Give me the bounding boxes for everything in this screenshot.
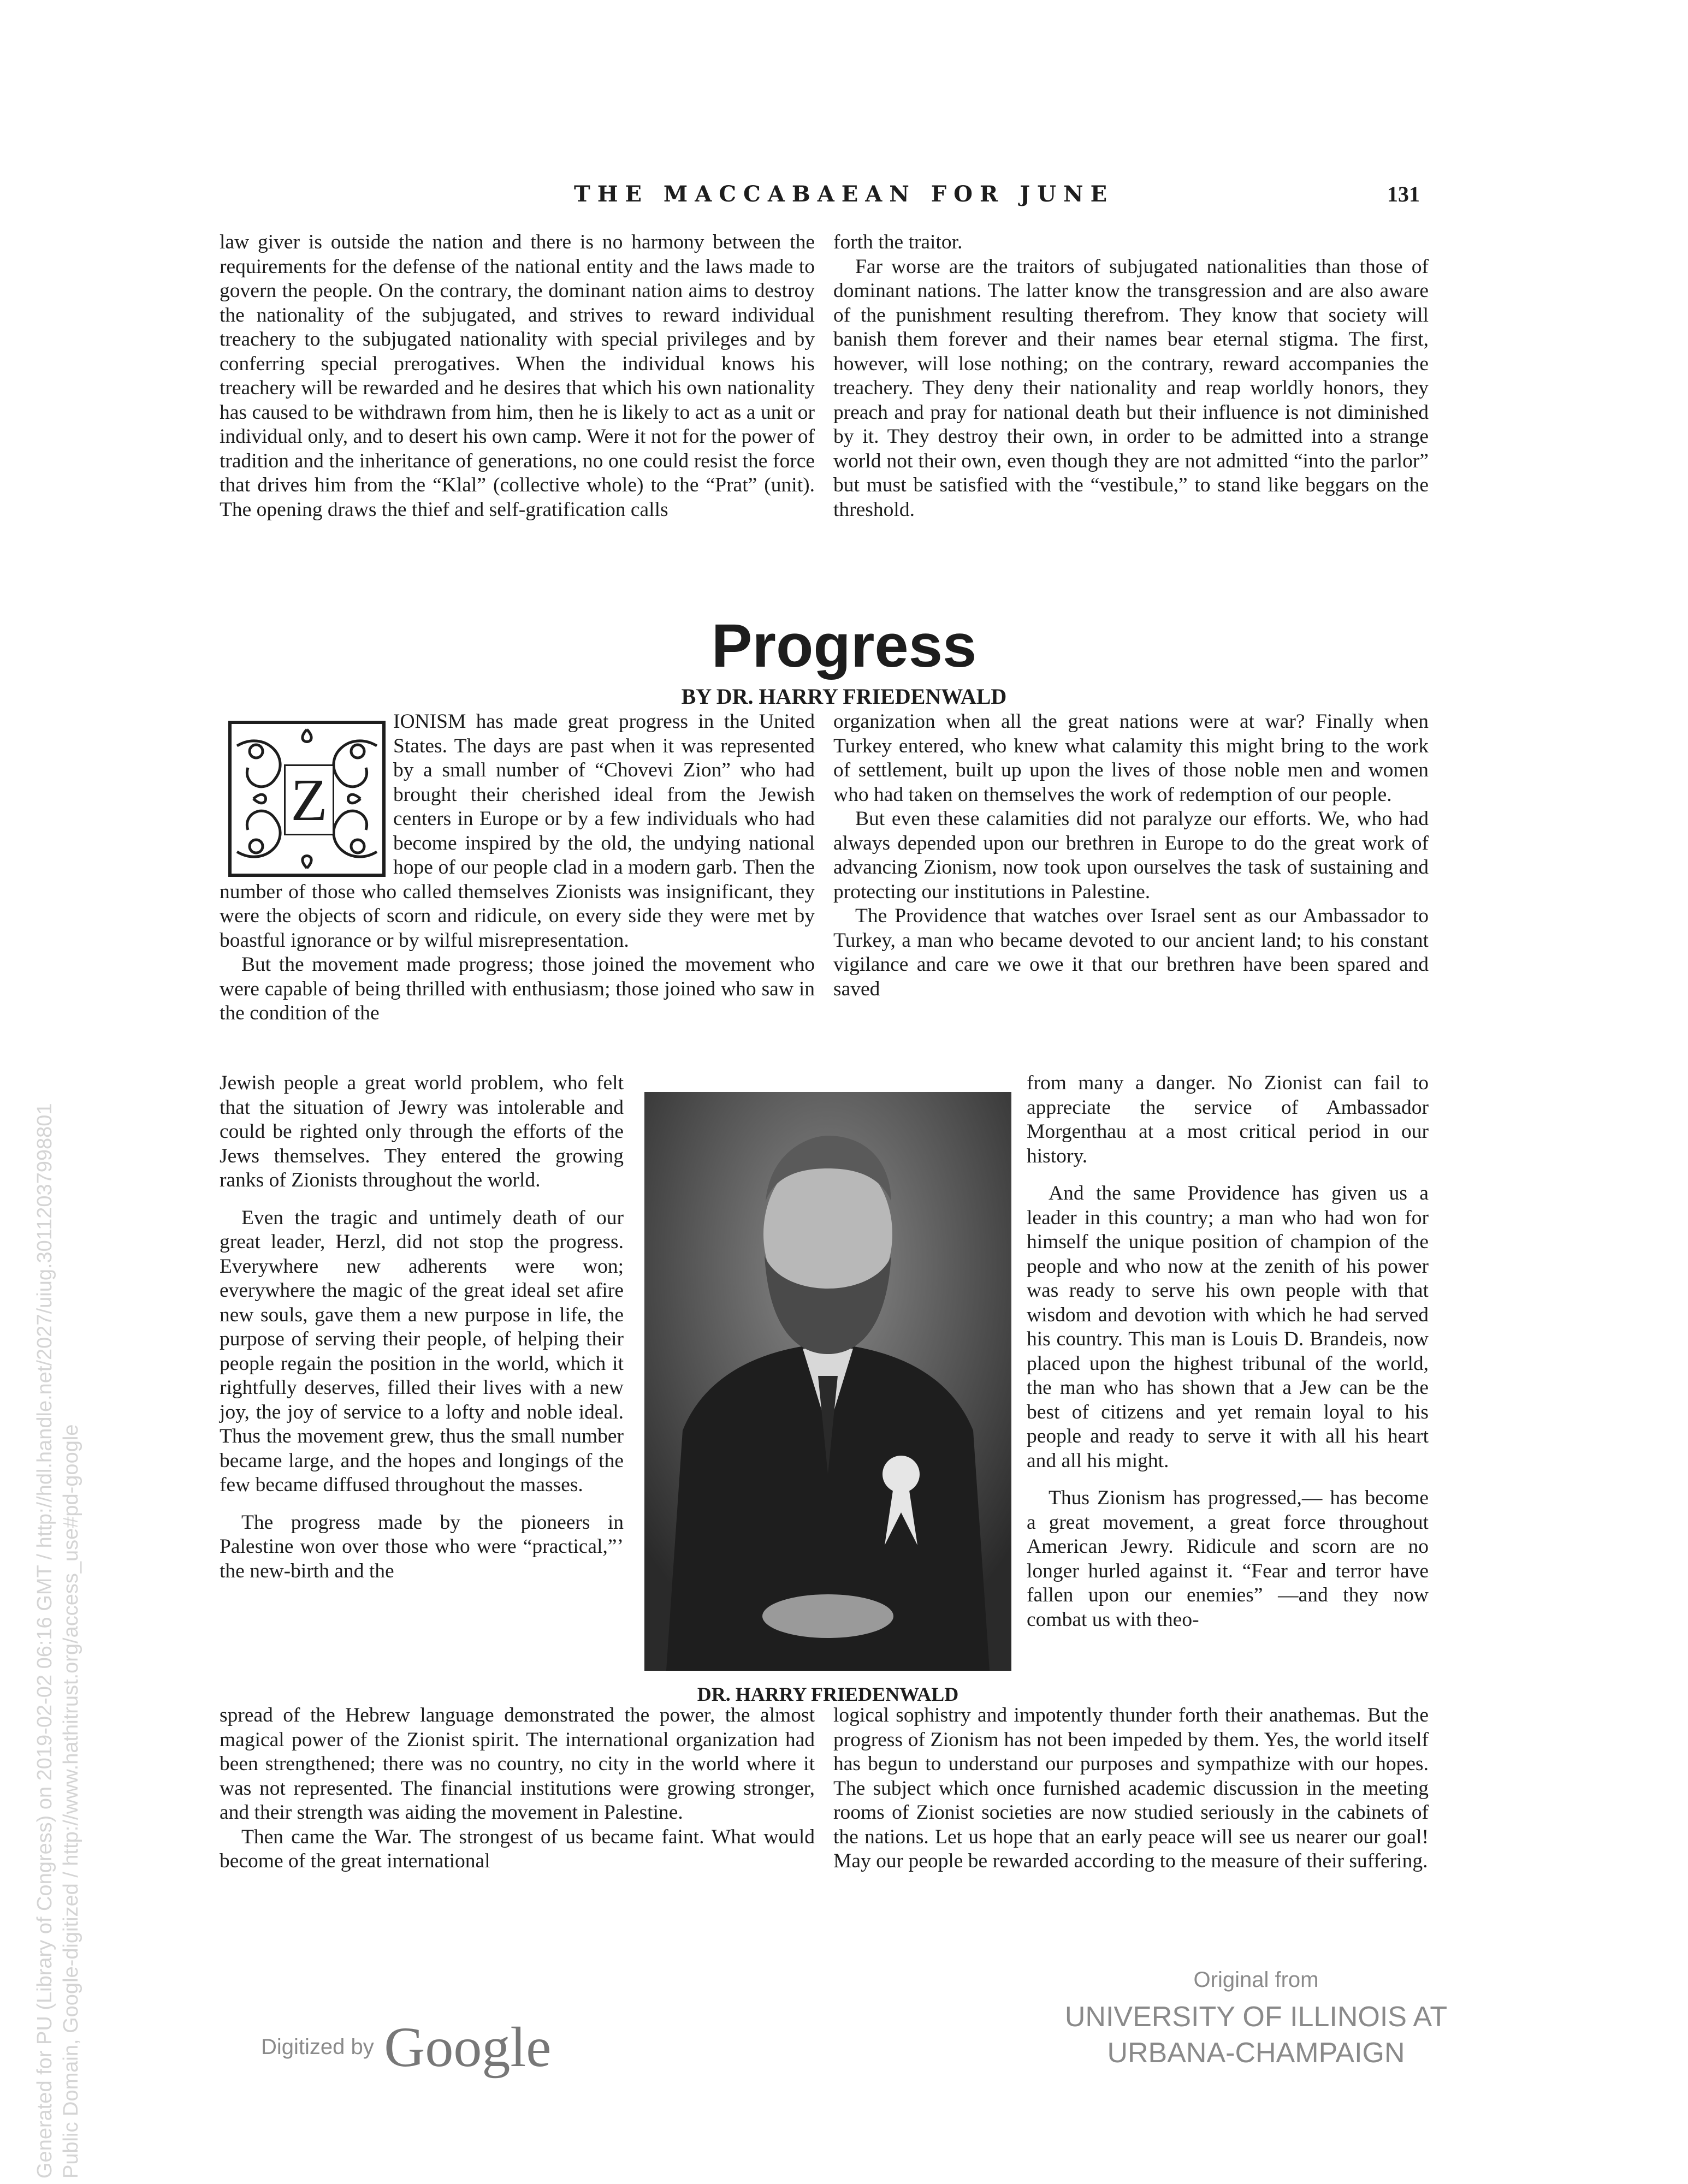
paragraph: spread of the Hebrew language demonstrated the power, the almost magical power of the Zionist spirit. The international organization had been strengthened; there was no country, no city in the world where it was not represented. The financial institutions were growing stronger, and their strength was aiding the movement in Palestine. [220, 1704, 815, 1824]
paragraph: Thus Zionism has progressed,— has become a great movement, a great force throughout American Jewry. Ridicule and scorn are no longer hurled against it. “Fear and terror have fallen upon our enemies” —and they now combat us with theo- [1027, 1487, 1429, 1631]
paragraph: logical sophistry and impotently thunder forth their anathemas. But the progress of Zionism has not been impeded by them. Yes, the world itself has begun to understand our purposes and sympathize with our hopes. The subject which once furnished academic discussion in the meeting rooms of Zionist societies are now studied seriously in the cabinets of the nations. Let us hope that an early peace will see us nearer our goal! May our people be rewarded according to the measure of their suffering. [833, 1704, 1429, 1872]
prior-article-left-column [220, 230, 815, 522]
paragraph: But even these calamities did not paralyze our efforts. We, who had always depended upon our brethren in Europe to do the great work of advancing Zionism, now took upon ourselves the task of sustaining and protecting our institutions in Palestine. [833, 808, 1429, 903]
article-right-narrow-column [1027, 1071, 1429, 1632]
original-from-label: Original from [1193, 1968, 1319, 1992]
article-title: Progress [711, 612, 977, 680]
paragraph: The progress made by the pioneers in Palestine won over those who were “practical,”’ the new-birth and the [220, 1511, 624, 1582]
article-right-column-top [833, 710, 1429, 1001]
paragraph: forth the traitor. [833, 231, 963, 253]
prior-article-right-column [833, 230, 1429, 522]
drop-cap-letter: Z [284, 764, 334, 835]
hathitrust-watermark [32, 1103, 84, 2179]
paragraph: Far worse are the traitors of subjugated nationalities than those of dominant nations. The latter know the transgression and are also aware of the punishment resulting therefrom. They know that society will banish them forever and their names bear eternal stigma. The first, however, will lose nothing; on the contrary, reward accompanies the treachery. They deny their nationality and reap worldly honors, they preach and pray for national death but their influence is not diminished by it. They destroy their own, in order to be admitted into a strange world not their own, even though they are not admitted “into the parlor” but must be satisfied with the “vestibule,” to stand like beggars on the threshold. [833, 255, 1429, 521]
article-intro [220, 710, 815, 1026]
photo-caption: DR. HARRY FRIEDENWALD [697, 1683, 959, 1705]
article-left-bottom-column [220, 1704, 815, 1874]
paragraph: The Providence that watches over Israel sent as our Ambassador to Turkey, a man who became devoted to our ancient land; to his constant vigilance and care we owe it that our brethren have been spared and saved [833, 905, 1429, 1000]
article-left-narrow-column [220, 1071, 624, 1583]
paragraph: Jewish people a great world problem, who felt that the situation of Jewry was intolerable and could be righted only through the efforts of the Jews themselves. They entered the growing ranks of Zionists throughout the world. [220, 1072, 624, 1191]
article-right-bottom-column [833, 1704, 1429, 1874]
institution-line-1: UNIVERSITY OF ILLINOIS AT [1064, 2001, 1448, 2033]
portrait-illustration [644, 1092, 1011, 1671]
paragraph: organization when all the great nations were at war? Finally when Turkey entered, who knew what calamity this might bring to the work of settlement, built up upon the lives of those noble men and women who had taken on themselves the work of redemption of our people. [833, 710, 1429, 806]
running-header-title: THE MACCABAEAN FOR JUNE [573, 181, 1115, 207]
page-number: 131 [1387, 182, 1420, 206]
paragraph: And the same Providence has given us a leader in this country; a man who had won for himself the unique position of champion of the people and who now at the zenith of his power was ready to serve his own people with that wisdom and devotion with which he had served his country. This man is Louis D. Brandeis, now placed upon the highest tribunal of the world, the man who has shown that a Jew can be the best of citizens and yet remain loyal to his people and ready to serve it with all his heart and all his might. [1027, 1182, 1429, 1472]
paragraph: But the movement made progress; those joined the movement who were capable of being thrilled with enthusiasm; those joined who saw in the condition of the [220, 953, 815, 1024]
article-byline: BY DR. HARRY FRIEDENWALD [681, 684, 1007, 709]
digitized-by-label: Digitized by [261, 2035, 374, 2059]
digitized-by-stamp [261, 2015, 552, 2079]
paragraph: law giver is outside the nation and there is no harmony between the requirements for the defense of the national entity and the laws made to govern the people. On the contrary, the dominant nation aims to destroy the nationality of the subjugated, and strives to reward individual treachery to the subjugated nationality with special privileges and by conferring special prerogatives. When the individual knows his treachery will be rewarded and he desires that which his own nationality has caused to be withdrawn from him, then he is likely to act as a unit or individual only, and to desert his own camp. Were it not for the power of tradition and the inheritance of generations, no one could resist the force that drives him from the “Klal” (collective whole) to the “Prat” (unit). The opening draws the thief and self-gratification calls [220, 231, 815, 521]
paragraph: IONISM has made great progress in the United States. The days are past when it was represented by a small number of “Chovevi Zion” who had brought their cherished ideal from the Jewish centers in Europe or by a few individuals who had become inspired by the old, the undying national hope of our people clad in a modern garb. Then the number of those who called themselves Zionists was insignificant, they were the objects of scorn and ridicule, on every side they were met by boastful ignorance or by wilful misrepresentation. [220, 710, 815, 952]
watermark-line-1: Generated for PU (Library of Congress) on 2019-02-02 06:16 GMT / http://hdl.handle.net/2027/uiug.30112037998801 [33, 1103, 56, 2179]
watermark-line-2: Public Domain, Google-digitized / http://www.hathitrust.org/access_use#pd-google [60, 1424, 82, 2179]
portrait-photo [644, 1092, 1011, 1671]
google-logo: Google [384, 2016, 552, 2079]
paragraph: Then came the War. The strongest of us became faint. What would become of the great international [220, 1825, 815, 1872]
institution-line-2: URBANA-CHAMPAIGN [1107, 2037, 1405, 2069]
paragraph: Even the tragic and untimely death of our great leader, Herzl, did not stop the progress. Everywhere new adherents were won; everywhere the magic of the great ideal set afire new souls, gave them a new purpose in life, the purpose of serving their people, of helping their people regain the position in the world, which it rightfully deserves, filled their lives with a new joy, the joy of service to a lofty and noble ideal. Thus the movement grew, thus the small number became large, and the hopes and longings of the few became diffused throughout the masses. [220, 1206, 624, 1496]
paragraph: from many a danger. No Zionist can fail to appreciate the service of Ambassador Morgenthau at a most critical period in our history. [1027, 1072, 1429, 1167]
